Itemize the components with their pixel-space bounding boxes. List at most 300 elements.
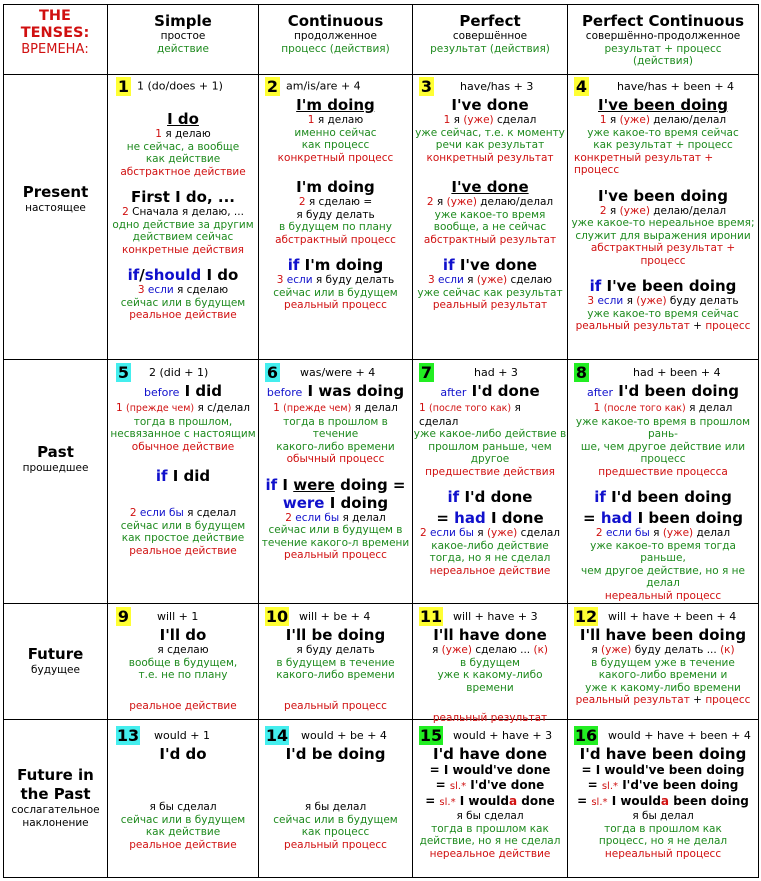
tense-number-badge: 8 <box>575 363 588 382</box>
example-note: в будущем уже в течение <box>591 656 735 669</box>
example-note: как простое действие <box>121 532 245 544</box>
ru-part: (уже) <box>463 114 494 126</box>
example-note: какого-либо времени <box>276 669 395 681</box>
row-title: Future <box>27 645 84 663</box>
example-note: уже какое-то время сейчас <box>587 126 739 139</box>
example-type: реальный результат <box>575 320 690 332</box>
example-note: тогда в прошлом как <box>604 822 722 835</box>
column-ru: совершённое <box>452 30 528 42</box>
example-ru: я буду делать <box>315 274 395 286</box>
row-ru: наклонение <box>22 816 89 829</box>
tense-number-badge: 6 <box>266 363 279 382</box>
example-note: как результат + процесс <box>593 139 733 151</box>
if-ru: если бы <box>430 527 474 539</box>
ru-part: (прежде чем) <box>283 403 352 414</box>
row-title: the Past <box>20 785 91 803</box>
example-note: делал <box>646 577 680 589</box>
ru-part: сделаю <box>510 274 552 286</box>
if-keyword: if <box>155 467 168 485</box>
example-ru: я буду делать <box>296 644 375 656</box>
ru-part: я <box>626 295 633 307</box>
example-type: обычное действие <box>131 440 235 453</box>
contraction-letter: a <box>660 794 670 808</box>
example-note: т.е. не по плану <box>138 669 228 681</box>
example-note: в будущем в течение <box>276 656 395 669</box>
example-ru: я сделаю <box>177 284 229 296</box>
example-type: конкретные действия <box>122 243 244 256</box>
row-ru: прошедшее <box>22 462 89 474</box>
tense-cell-past-perfect-continuous: 8 had + been + 4 after I'd been doing 1 (после того как) я делал уже какое-то время в прошлом рань- ше, чем другое действие или процесс предшествие процесса if I'd been doing = had I been doing 2 если бы я (уже) делал уже какое-то время тогда раньше, чем другое действие, но я не делал нереальный процесс <box>568 363 758 602</box>
example-title: I'm doing <box>296 178 375 196</box>
corner-title: THE TENSES: <box>20 8 90 41</box>
ru-part: делаю/делал <box>653 114 727 126</box>
tense-number-badge: 5 <box>117 363 130 382</box>
grid-line <box>3 719 759 720</box>
column-ru: простое <box>160 30 206 42</box>
ru-part: я <box>477 527 484 539</box>
tense-number-badge: 15 <box>419 726 443 745</box>
example-type: процесс <box>574 164 620 176</box>
example-note: течение какого-л времени <box>261 536 410 549</box>
example-type: предшествие процесса <box>598 465 728 478</box>
example-note: уже сейчас как результат <box>417 286 563 299</box>
slang-mark: sl.* <box>439 797 456 808</box>
example-ru: я с/делал <box>197 402 251 414</box>
ru-part: я <box>609 204 617 217</box>
example-type: реальный процесс <box>284 699 387 712</box>
example-type: абстрактное действие <box>120 165 246 178</box>
example-note: как процесс <box>301 826 370 838</box>
if-keyword: if <box>594 488 606 506</box>
if-ru: если <box>147 284 174 296</box>
if-keyword: if <box>442 256 455 274</box>
ru-part: я <box>609 114 617 126</box>
example-type: абстрактный результат + <box>590 242 736 254</box>
tense-number-badge: 1 <box>117 77 130 96</box>
example-ru: я <box>514 402 521 414</box>
tense-number-badge: 13 <box>116 726 140 745</box>
column-meaning: действие <box>157 42 209 55</box>
example-ru: я сделал <box>187 507 237 519</box>
ru-part: буду делать ... <box>634 644 717 656</box>
tense-formula: was/were + 4 <box>300 365 376 379</box>
if-ru: если <box>597 295 624 307</box>
example-type: реальное действие <box>129 309 237 321</box>
example-type: реальное действие <box>129 699 237 712</box>
corner-header <box>4 8 106 57</box>
cell-header <box>568 77 758 96</box>
contraction-line: = I would've been doing <box>581 763 745 777</box>
tense-cell-past-perfect: 7 had + 3 after I'd done 1 (после того как) я сделал уже какое-либо действие в прошлом раньше, чем другое предшествие действия if I'd done = had I done 2 если бы я (уже) сделал какое-либо действие тогда, но я не сделал нереальное действие <box>413 363 567 577</box>
had-keyword: had <box>600 509 633 527</box>
tense-formula: have/has + 3 <box>460 79 534 93</box>
example-title: I'd done <box>471 382 540 400</box>
column-meaning: процесс (действия) <box>281 42 390 55</box>
tense-cell-future-past-perfect-continuous: 16 would + have + been + 4 I'd have been doing = I would've been doing = sl.* I'd've been doing = sl.* I woulda been doing я бы делал тогда в прошлом как процесс, но я не делал нереальный процесс <box>568 726 758 860</box>
if-ru: если бы <box>295 511 340 524</box>
tense-formula: 2 (did + 1) <box>149 365 209 379</box>
example-type: реальный процесс <box>284 549 387 561</box>
example-note: сейчас или в будущем <box>273 286 398 299</box>
example-note: процесс <box>640 453 686 465</box>
example-note: тогда в прошлом как <box>431 822 549 835</box>
row-ru: сослагательное <box>11 804 100 816</box>
tense-cell-past-continuous: 6 was/were + 4 before I was doing 1 (прежде чем) я делал тогда в прошлом в течение какого-либо времени обычный процесс if I were doing = were I doing 2 если бы я делал сейчас или в будущем в течение какого-л времени реальный процесс <box>259 363 412 562</box>
column-header-simple <box>108 12 258 55</box>
example-note: уже какое-то время тогда раньше, <box>590 539 736 564</box>
before-keyword: before <box>143 386 180 399</box>
cell-header <box>259 77 412 96</box>
example-note: другое <box>470 453 510 465</box>
ru-part: сделаю ... <box>475 644 531 656</box>
tense-formula: had + been + 4 <box>633 365 721 379</box>
example-type: нереальный процесс <box>604 589 722 602</box>
tense-number-badge: 3 <box>420 77 433 96</box>
if-ru: если <box>286 274 313 286</box>
example-type: реальный результат <box>432 299 548 311</box>
contraction-line: I would <box>611 794 661 808</box>
tense-cell-future-past-continuous <box>259 726 412 851</box>
grid-line <box>3 603 759 604</box>
contraction-letter: a <box>509 794 518 808</box>
tense-formula: 1 (do/does + 1) <box>137 79 223 93</box>
ru-part: буду делать <box>669 295 739 307</box>
cell-header <box>108 363 258 382</box>
example-note: уже какое-то нереальное время; <box>571 217 755 229</box>
if-keyword: if <box>287 256 300 274</box>
ru-part: я <box>436 196 444 208</box>
if-ru: если бы <box>139 507 184 519</box>
example-note: ше, чем другое действие или <box>580 440 746 453</box>
contraction-line: I'd've been doing <box>622 778 739 792</box>
example-note: уже к какому-либо времени <box>585 681 741 694</box>
tense-formula: will + have + 3 <box>453 609 538 623</box>
example-note: вообще, а не сейчас <box>433 221 547 233</box>
column-header-continuous <box>259 12 412 55</box>
were-keyword: were <box>293 475 335 494</box>
example-title: I'm doing <box>296 96 375 114</box>
tense-formula: have/has + been + 4 <box>617 79 735 93</box>
tense-number-badge: 12 <box>574 607 598 626</box>
ru-part: (уже) <box>476 274 508 286</box>
example-title: I'll have been doing <box>579 626 747 644</box>
example-type: абстрактный процесс <box>275 233 396 246</box>
example-note: в будущем <box>460 656 520 669</box>
example-type: реальный процесс <box>284 299 387 311</box>
column-header-perfect-continuous <box>568 12 758 68</box>
contraction-line: I'd've done <box>470 778 545 792</box>
contraction-line: been doing <box>673 794 749 808</box>
slang-mark: sl.* <box>601 781 618 792</box>
ru-part: я <box>453 114 460 126</box>
tense-formula: will + have + been + 4 <box>608 609 737 623</box>
row-title: Present <box>22 183 89 201</box>
ru-part: (уже) <box>601 644 632 656</box>
column-meaning: результат + процесс <box>604 42 722 55</box>
had-keyword: had <box>454 509 486 527</box>
tense-number-badge: 16 <box>574 726 598 745</box>
example-title: I've done <box>459 256 538 274</box>
ru-part: (после того как) <box>603 403 686 414</box>
cell-header <box>413 726 567 745</box>
example-title: I've done <box>451 96 529 114</box>
example-ru: я сделаю <box>157 644 209 656</box>
ru-part: (уже) <box>619 204 650 217</box>
example-title: I was doing <box>307 382 405 400</box>
equals-sign: = <box>436 509 449 527</box>
example-type: нереальное действие <box>429 847 551 860</box>
example-note: уже какое-либо действие в <box>413 428 567 440</box>
cell-header <box>413 607 567 626</box>
example-ru: я бы сделал <box>149 801 217 813</box>
example-note: речи как результат <box>435 139 545 151</box>
cell-header <box>413 363 567 382</box>
ru-part: (уже) <box>636 295 667 307</box>
example-note: процесс, но я не делал <box>598 835 728 847</box>
tense-number-badge: 9 <box>117 607 130 626</box>
example-title: First I do, ... <box>131 188 235 206</box>
cell-header <box>568 726 758 745</box>
slang-mark: sl.* <box>591 797 608 808</box>
example-title: I do <box>206 266 239 284</box>
cell-header <box>108 77 258 96</box>
tense-cell-future-past-simple <box>108 726 258 851</box>
cell-header <box>259 726 412 745</box>
example-type: реальный результат <box>432 712 548 724</box>
ru-part: (после того как) <box>429 403 512 414</box>
ru-part: (уже) <box>441 644 472 656</box>
contraction-line: I would <box>459 794 509 808</box>
example-note: сейчас или в будущем <box>120 519 246 532</box>
column-title: Continuous <box>287 12 384 30</box>
example-type: нереальный процесс <box>604 847 722 860</box>
column-ru: продолженное <box>294 30 377 42</box>
example-title: I'd do <box>159 745 207 763</box>
if-keyword: if <box>265 475 278 494</box>
example-note: сейчас или в будущем <box>273 813 398 826</box>
cell-header <box>568 607 758 626</box>
example-title: I'll have done <box>433 626 547 644</box>
example-title: I've been doing <box>606 277 737 295</box>
grid-line <box>3 4 759 5</box>
column-title: Perfect <box>459 12 521 30</box>
example-note: сейчас или в будущем <box>120 813 246 826</box>
example-note: уже какое-то время сейчас <box>587 307 739 320</box>
ru-part: я <box>653 527 660 539</box>
example-note: тогда, но я не сделал <box>429 552 551 564</box>
example-ru: я делаю <box>165 128 211 140</box>
cell-header <box>413 77 567 96</box>
example-type: процесс <box>705 694 751 706</box>
tense-number-badge: 7 <box>420 363 433 382</box>
example-note: прошлом раньше, чем <box>428 440 552 453</box>
example-title: I doing <box>329 493 389 512</box>
example-note: сейчас или в будущем в <box>268 524 403 536</box>
grid-line <box>3 877 759 878</box>
grid-line <box>758 4 759 878</box>
example-note: тогда в прошлом, <box>133 415 233 428</box>
column-ru: совершённо-продолженное <box>585 30 741 42</box>
if-ru: если <box>438 274 464 286</box>
ru-part: я <box>467 274 474 286</box>
example-ru: я делаю <box>317 114 364 126</box>
ru-part: (уже) <box>486 527 518 539</box>
tense-cell-present-perfect: 3 have/has + 3 I've done 1 я (уже) сделал уже сейчас, т.е. к моменту речи как результат конкретный результат I've done 2 я (уже) делаю/делал уже какое-то время вообще, а не сейчас абстрактный результат if I've done 3 если я (уже) сделаю уже сейчас как результат реальный результат <box>413 77 567 312</box>
example-type: нереальное действие <box>429 564 551 577</box>
example-type: предшествие действия <box>425 465 555 478</box>
example-type: реальный процесс <box>284 838 387 851</box>
tense-cell-present-simple: 1 1 (do/does + 1) I do 1 я делаю не сейчас, а вообще как действие абстрактное действие First I do, ... 2 Сначала я делаю, ... одно действие за другим действием сейчас конкретные действия if/should I do 3 если я сделаю сейчас или в будущем реальное действие <box>108 77 258 322</box>
if-ru: если бы <box>605 527 650 539</box>
contraction-line: done <box>521 794 555 808</box>
example-title: I'm doing <box>304 256 384 274</box>
example-ru: я бы делал <box>304 801 367 813</box>
ru-part: я <box>591 644 598 656</box>
ru-part: (прежде чем) <box>126 403 195 414</box>
ru-part: (уже) <box>662 527 694 539</box>
tense-formula: would + have + 3 <box>453 728 553 742</box>
example-note: сейчас или в будущем <box>120 296 246 309</box>
if-keyword: if <box>127 266 140 284</box>
were-keyword: were <box>282 493 325 512</box>
example-note: уже сейчас, т.е. к моменту <box>415 126 565 139</box>
example-title: I'll do <box>159 626 207 644</box>
tense-cell-future-perfect <box>413 607 567 725</box>
tense-cell-future-continuous <box>259 607 412 712</box>
example-note: рань- <box>648 428 678 440</box>
tense-formula: would + have + been + 4 <box>608 728 751 742</box>
column-meaning: результат (действия) <box>430 42 550 55</box>
example-ru: я сделаю = <box>308 196 373 208</box>
grid-line <box>3 359 759 360</box>
example-note: вообще в будущем, <box>128 656 238 669</box>
example-title: I <box>282 475 289 494</box>
example-note: как процесс <box>301 139 370 151</box>
slang-mark: sl.* <box>449 781 467 792</box>
example-title: I do <box>167 110 199 128</box>
example-title: I've done <box>451 178 529 196</box>
example-note: действием сейчас <box>132 231 234 243</box>
example-title: I done <box>490 509 544 527</box>
cell-header <box>259 607 412 626</box>
example-title: I did <box>172 467 211 485</box>
example-type: конкретный результат + <box>574 151 714 164</box>
example-title: I'd have been doing <box>579 745 747 763</box>
column-meaning: (действия) <box>633 55 693 67</box>
row-title: Past <box>37 443 74 461</box>
example-ru: я бы делал <box>632 810 694 822</box>
example-note: одно действие за другим <box>112 218 254 231</box>
example-note: какого-либо времени и <box>598 669 728 681</box>
tense-formula: had + 3 <box>474 365 518 379</box>
tense-cell-present-continuous: 2 am/is/are + 4 I'm doing 1 я делаю именно сейчас как процесс конкретный процесс I'm doing 2 я сделаю = я буду делать в будущем по плану абстрактный процесс if I'm doing 3 если я буду делать сейчас или в будущем реальный процесс <box>259 77 412 312</box>
example-title: I been doing <box>637 509 743 527</box>
example-ru: Сначала я делаю, ... <box>132 206 244 218</box>
cell-header <box>108 607 258 626</box>
ru-part: я <box>431 644 439 656</box>
tense-formula: would + 1 <box>154 728 210 742</box>
example-type: конкретный процесс <box>277 151 394 164</box>
ru-part: делаю/делал <box>653 204 727 217</box>
example-note: как действие <box>145 153 221 165</box>
equals-sign: = <box>583 509 596 527</box>
example-note: уже какое-то время в прошлом <box>575 415 751 428</box>
ru-part: (к) <box>533 644 549 656</box>
tense-formula: would + be + 4 <box>301 728 387 742</box>
example-title: I'd be doing <box>285 745 386 763</box>
example-note: какого-либо времени <box>276 440 395 453</box>
row-label-future <box>4 645 107 677</box>
row-label-present <box>4 183 107 215</box>
example-ru: я буду делать <box>296 208 375 221</box>
example-note: как действие <box>145 826 221 838</box>
example-ru: сделал <box>419 415 459 428</box>
grid-line <box>3 74 759 75</box>
row-title: Future in <box>17 766 94 784</box>
example-title: I'd been doing <box>611 488 732 506</box>
example-note: служит для выражения иронии <box>575 229 751 242</box>
tense-number-badge: 10 <box>265 607 289 626</box>
row-ru: будущее <box>31 664 80 676</box>
example-ru: я бы сделал <box>456 810 524 822</box>
example-title: I've been doing <box>598 186 728 205</box>
corner-subtitle: ВРЕМЕНА: <box>21 42 89 57</box>
column-title: Perfect Continuous <box>581 12 745 30</box>
ru-part: (уже) <box>446 196 477 208</box>
example-note: именно сейчас <box>294 126 377 139</box>
example-type: реальное действие <box>129 544 237 557</box>
example-note: действие, но я не сделал <box>419 835 561 847</box>
row-label-past <box>4 443 107 475</box>
example-ru: я делал <box>689 402 733 414</box>
grid-line <box>3 4 4 878</box>
example-type: реальное действие <box>129 838 237 851</box>
after-keyword: after <box>440 386 467 399</box>
ru-part: (уже) <box>619 114 650 126</box>
example-title: doing = <box>340 475 406 494</box>
example-type: процесс <box>705 320 751 332</box>
tense-number-badge: 11 <box>419 607 443 626</box>
tense-number-badge: 2 <box>266 77 279 96</box>
example-title: I'd done <box>464 488 533 506</box>
example-title: I'd have done <box>432 745 547 763</box>
example-note: какое-либо действие <box>431 539 549 552</box>
tense-cell-past-simple: 5 2 (did + 1) before I did 1 (прежде чем) я с/делал тогда в прошлом, несвязанное с настоящим обычное действие if I did 2 если бы я сделал сейчас или в будущем как простое действие реальное действие <box>108 363 258 557</box>
example-type: абстрактный результат <box>423 233 557 246</box>
tense-cell-future-past-perfect: 15 would + have + 3 I'd have done = I would've done = sl.* I'd've done = sl.* I woulda done я бы сделал тогда в прошлом как действие, но я не сделал нереальное действие <box>413 726 567 860</box>
column-title: Simple <box>154 12 212 30</box>
example-title: I've been doing <box>598 96 728 114</box>
tense-number-badge: 4 <box>575 77 588 96</box>
example-note: чем другое действие, но я не <box>581 564 745 577</box>
example-title: I'd been doing <box>618 382 739 400</box>
ru-part: сделал <box>520 527 560 539</box>
example-title: I'll be doing <box>285 626 386 644</box>
example-ru: я делал <box>342 511 386 524</box>
row-ru: настоящее <box>25 202 86 214</box>
row-label-future-in-past <box>4 766 107 829</box>
example-note: уже какое-то время <box>434 208 546 221</box>
tense-cell-future-simple <box>108 607 258 712</box>
example-ru: я делал <box>354 402 398 414</box>
ru-part: (к) <box>720 644 735 656</box>
cell-header <box>259 363 412 382</box>
example-note: уже к какому-либо времени <box>437 669 543 694</box>
example-note: тогда в прошлом в течение <box>283 415 388 440</box>
tense-cell-future-perfect-continuous: 12 will + have + been + 4 I'll have been doing я (уже) буду делать ... (к) в будущем уже в течение какого-либо времени и уже к какому-либо времени реальный результат + процесс <box>568 607 758 707</box>
example-title: I did <box>184 382 223 400</box>
example-type: реальный результат <box>575 694 690 706</box>
